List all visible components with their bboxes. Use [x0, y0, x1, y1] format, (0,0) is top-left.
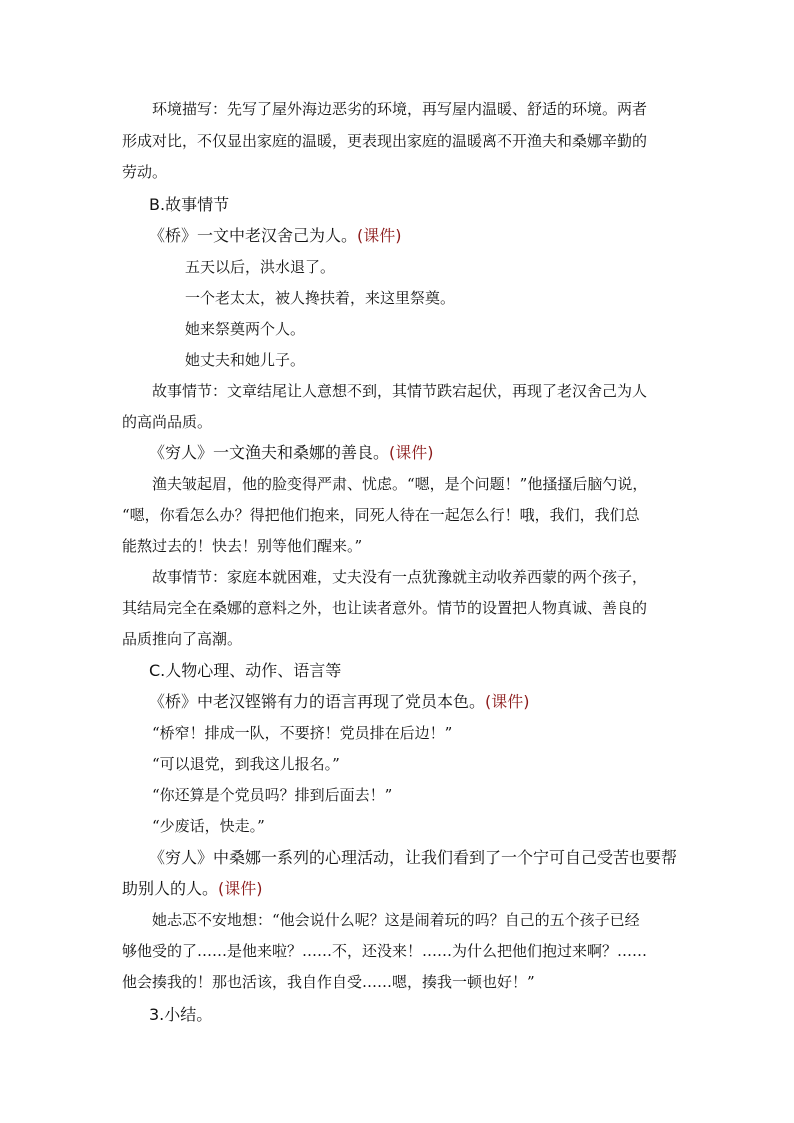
section-c-heading: C.人物心理、动作、语言等 [149, 661, 342, 680]
qiongren-plot-analysis-line-2: 其结局完全在桑娜的意料之外，也让读者意外。情节的设置把人物真诚、善良的 [122, 599, 648, 617]
summary-heading: 3.小结。 [149, 1005, 213, 1024]
qiongren-psychology-intro-text: 助别人的人。 [122, 879, 219, 898]
qiao-language-intro-text: 《桥》中老汉铿锵有力的语言再现了党员本色。 [149, 692, 486, 711]
courseware-label: (课件) [218, 879, 263, 898]
qiongren-plot-intro [149, 440, 434, 463]
qiao-language-quote-3: “你还算是个党员吗？排到后面去！” [152, 786, 393, 804]
qiao-plot-analysis-line-1: 故事情节：文章结尾让人意想不到，其情节跌宕起伏，再现了老汉舍己为人 [152, 382, 648, 400]
qiao-plot-intro [149, 223, 402, 246]
qiao-quote-line-4: 她丈夫和她儿子。 [185, 351, 306, 369]
env-description-line-3: 劳动。 [122, 163, 168, 181]
qiao-language-intro [149, 689, 530, 712]
courseware-label: (课件) [357, 226, 402, 245]
sangna-monologue-line-1: 她忐忑不安地想：“他会说什么呢？这是闹着玩的吗？自己的五个孩子已经 [152, 911, 640, 929]
sangna-monologue-line-3: 他会揍我的！那也活该，我自作自受……嗯，揍我一顿也好！” [122, 973, 535, 991]
courseware-label: (课件) [485, 692, 530, 711]
courseware-label: (课件) [389, 443, 434, 462]
qiao-language-quote-2: “可以退党，到我这儿报名。” [152, 755, 340, 773]
qiao-language-quote-1: “桥窄！排成一队，不要挤！党员排在后边！” [152, 724, 453, 742]
qiongren-quote-line-2: “嗯，你看怎么办？得把他们抱来，同死人待在一起怎么行！哦，我们，我们总 [122, 506, 640, 524]
qiongren-psychology-intro-line-2 [122, 876, 263, 899]
qiongren-quote-line-3: 能熬过去的！快去！别等他们醒来。” [122, 537, 363, 555]
qiao-quote-line-3: 她来祭奠两个人。 [185, 320, 306, 338]
qiongren-quote-line-1: 渔夫皱起眉，他的脸变得严肃、忧虑。“嗯，是个问题！”他搔搔后脑勺说， [152, 475, 648, 493]
sangna-monologue-line-2: 够他受的了……是他来啦？……不，还没来！……为什么把他们抱过来啊？…… [122, 942, 648, 960]
qiao-plot-intro-text: 《桥》一文中老汉舍己为人。 [149, 226, 358, 245]
qiao-plot-analysis-line-2: 的高尚品质。 [122, 413, 213, 431]
qiao-quote-line-2: 一个老太太，被人搀扶着，来这里祭奠。 [185, 289, 456, 307]
qiao-language-quote-4: “少废话，快走。” [152, 817, 265, 835]
qiongren-plot-analysis-line-1: 故事情节：家庭本就困难，丈夫没有一点犹豫就主动收养西蒙的两个孩子， [152, 568, 648, 586]
qiongren-psychology-intro-line-1: 《穷人》中桑娜一系列的心理活动，让我们看到了一个宁可自己受苦也要帮 [149, 848, 678, 867]
env-description-line-2: 形成对比，不仅显出家庭的温暖，更表现出家庭的温暖离不开渔夫和桑娜辛勤的 [122, 132, 648, 150]
qiao-quote-line-1: 五天以后，洪水退了。 [185, 258, 336, 276]
env-description-line-1: 环境描写：先写了屋外海边恶劣的环境，再写屋内温暖、舒适的环境。两者 [152, 100, 648, 118]
section-b-heading: B.故事情节 [149, 195, 230, 214]
qiongren-plot-analysis-line-3: 品质推向了高潮。 [122, 630, 243, 648]
qiongren-plot-intro-text: 《穷人》一文渔夫和桑娜的善良。 [149, 443, 390, 462]
